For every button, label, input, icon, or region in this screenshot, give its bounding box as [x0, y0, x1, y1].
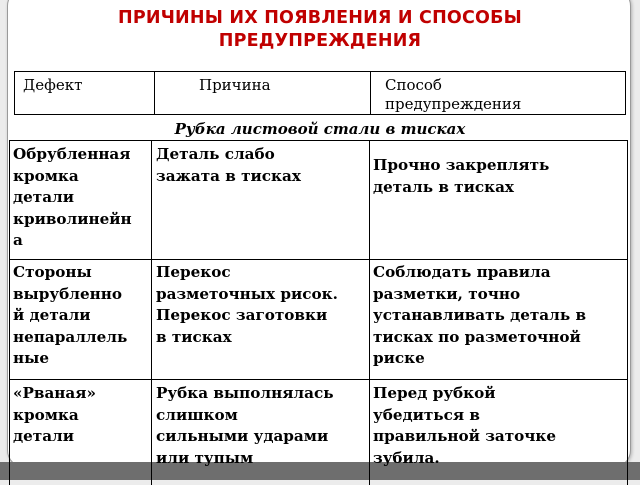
row-1-cause [156, 144, 372, 187]
text-line: в тисках [156, 327, 232, 346]
text-line: й детали [13, 306, 91, 324]
text-line: разметки, точно [373, 284, 521, 303]
text-line: Перекос заготовки [156, 306, 328, 324]
text-line: «Рваная» [13, 384, 96, 402]
text-line: правильной заточке [373, 427, 557, 445]
text-line: детали [13, 427, 75, 445]
text-line: Перекос [156, 263, 231, 281]
row-3-defect [13, 383, 151, 448]
row-3-prevention [373, 383, 625, 469]
text-line: Перед рубкой [373, 384, 496, 402]
header-cell-defect [15, 72, 155, 114]
text-line: сильными ударами [156, 427, 329, 445]
text-line: деталь в тисках [373, 177, 514, 196]
text-line: Прочно закреплять [373, 156, 550, 174]
text-line: убедиться в [373, 405, 480, 424]
text-line: Обрубленная [13, 145, 131, 163]
text-line: Стороны [13, 263, 92, 281]
column-divider [151, 141, 152, 485]
text-line: разметочных рисок. [156, 284, 338, 303]
row-2-defect [13, 262, 151, 370]
text-line: или тупым [156, 448, 254, 467]
header-cell-cause [155, 72, 371, 114]
text-line: устанавливать деталь в [373, 306, 586, 324]
row-2-cause [156, 262, 372, 348]
text-line: а [13, 231, 23, 249]
text-line: кромка [13, 166, 79, 185]
text-line: криволинейн [13, 209, 132, 228]
header-prevention-line-2: предупреждения [385, 95, 522, 113]
row-2-prevention [373, 262, 625, 370]
row-divider [10, 379, 627, 380]
text-line: Деталь слабо [156, 145, 275, 163]
row-3-cause [156, 383, 372, 469]
text-line: детали [13, 188, 75, 206]
text-line: Рубка выполнялась [156, 384, 334, 402]
text-line: непараллель [13, 327, 128, 346]
header-defect: Дефект [23, 76, 83, 94]
text-line: риске [373, 349, 425, 367]
text-line: вырубленно [13, 284, 122, 303]
text-line: Соблюдать правила [373, 263, 551, 281]
row-1-defect [13, 144, 151, 252]
text-line: слишком [156, 405, 238, 424]
slide-title-line-2: ПРЕДУПРЕЖДЕНИЯ [218, 31, 422, 51]
text-line: ные [13, 349, 50, 367]
header-cell-prevention [371, 72, 625, 114]
text-line: тисках по разметочной [373, 327, 581, 346]
text-line: зубила. [373, 448, 440, 467]
defects-table [9, 140, 628, 485]
row-1-prevention [373, 155, 625, 198]
header-cause: Причина [199, 76, 271, 94]
row-divider [10, 259, 627, 260]
header-prevention-line-1: Способ [385, 76, 442, 94]
text-line: кромка [13, 405, 79, 424]
header-row [14, 71, 626, 115]
text-line: зажата в тисках [156, 166, 301, 185]
slide-title-line-1: ПРИЧИНЫ ИХ ПОЯВЛЕНИЯ И СПОСОБЫ [118, 8, 522, 28]
section-title: Рубка листовой стали в тисках [174, 120, 466, 138]
